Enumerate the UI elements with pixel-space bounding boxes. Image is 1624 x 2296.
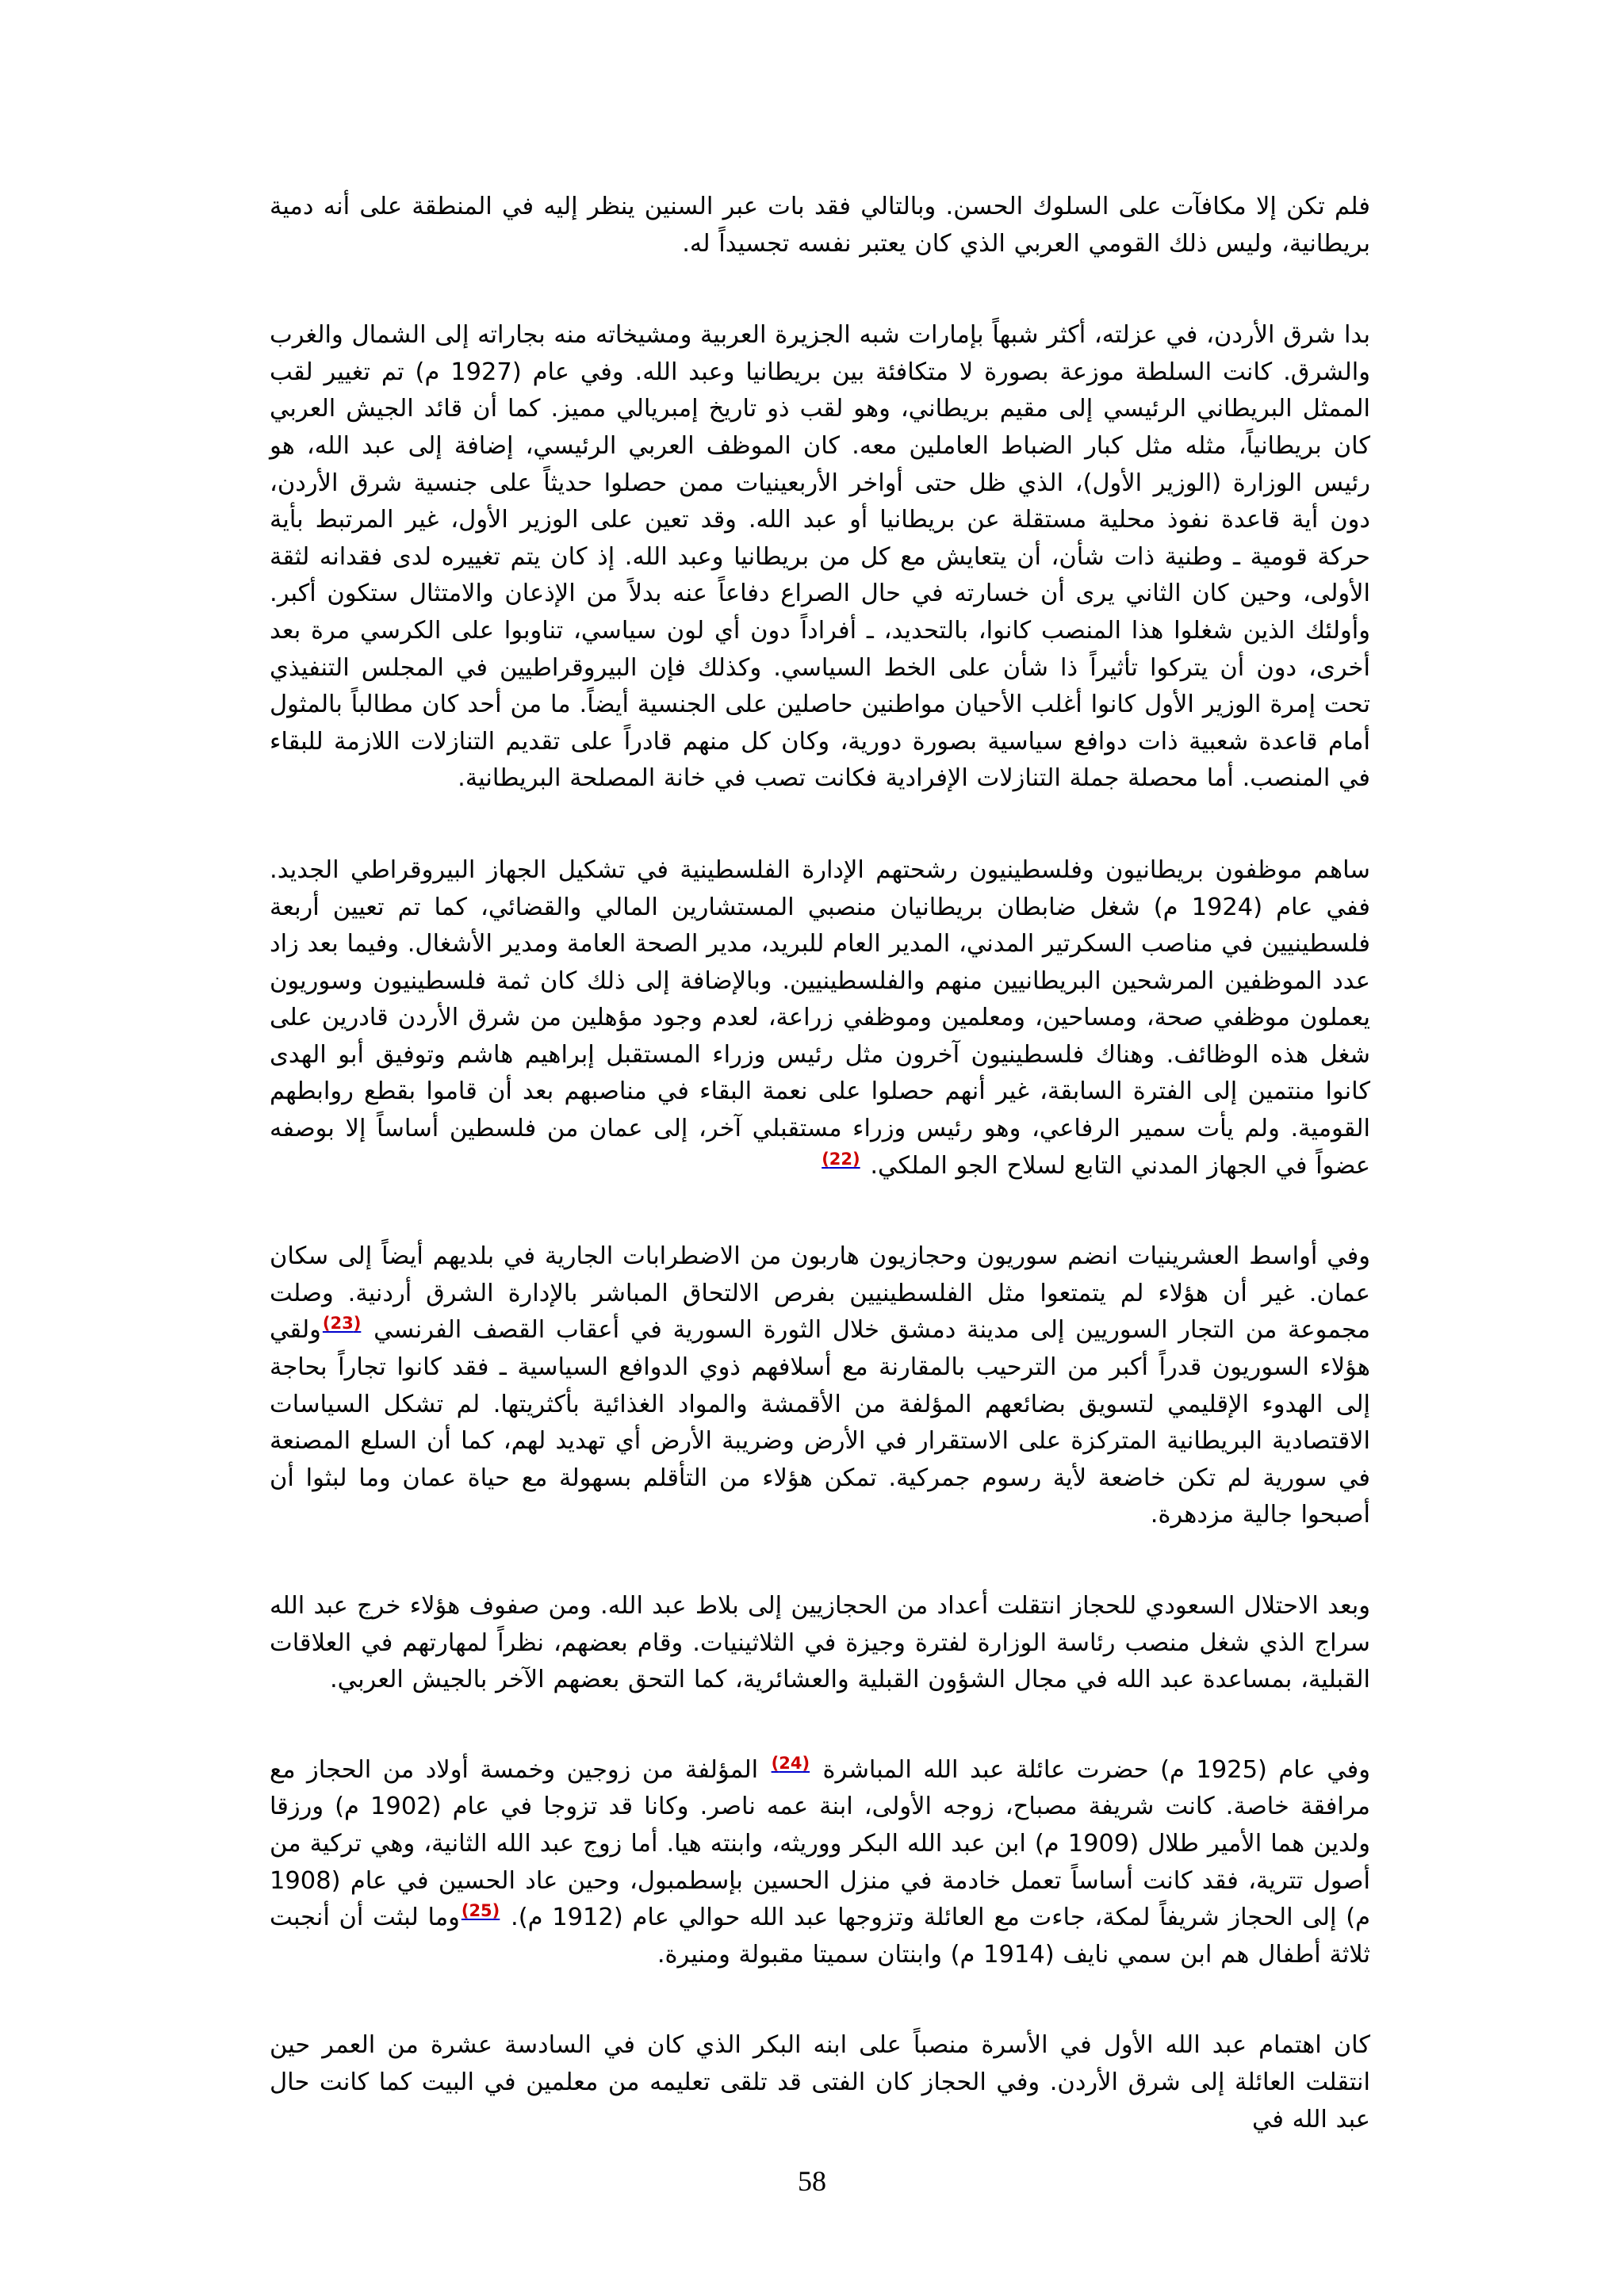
body-text xyxy=(270,189,1370,2138)
footnote-link-24[interactable]: (24) xyxy=(771,1753,810,1773)
paragraph xyxy=(270,317,1370,798)
footnote-link-23[interactable]: (23) xyxy=(322,1314,362,1334)
paragraph-text: وما لبثت أن أنجبت ثلاثة أطفال هم ابن سمي نايف (1914 م) وابنتان سميتا مقبولة ومنيرة. xyxy=(270,1904,1370,1969)
paragraph xyxy=(270,852,1370,1184)
paragraph-text: وبعد الاحتلال السعودي للحجاز انتقلت أعداد من الحجازيين إلى بلاط عبد الله. ومن صفوف هؤلاء خرج عبد الله سراج الذي شغل منصب رئاسة الوزارة لفترة وجيزة في الثلاثينيات. وقام بعضهم، نظراً لمهارتهم في العلاقات القبلية، بمساعدة عبد الله في مجال الشؤون القبلية والعشائرية، كما التحق بعضهم الآخر بالجيش العربي. xyxy=(270,1592,1370,1694)
paragraph xyxy=(270,1752,1370,1974)
footnote-link-25[interactable]: (25) xyxy=(461,1901,500,1921)
paragraph-text: وفي عام (1925 م) حضرت عائلة عبد الله المباشرة xyxy=(822,1755,1370,1784)
footnote-link-22[interactable]: (22) xyxy=(822,1149,860,1169)
paragraph-text: بدا شرق الأردن، في عزلته، أكثر شبهاً بإمارات شبه الجزيرة العربية ومشيخاته منه بجاراته إلى الشمال والغرب والشرق. كانت السلطة موزعة بصورة لا متكافئة بين بريطانيا وعبد الله. وفي عام (1927 م) تم تغيير لقب الممثل البريطاني الرئيسي إلى مقيم بريطاني، وهو لقب ذو تاريخ إمبريالي مميز. كما أن قائد الجيش العربي كان بريطانياً، مثله مثل كبار الضباط العاملين معه. كان الموظف العربي الرئيسي، إضافة إلى عبد الله، هو رئيس الوزارة (الوزير الأول)، الذي ظل حتى أواخر الأربعينيات ممن حصلوا حديثاً على جنسية شرق الأردن، دون أية قاعدة نفوذ محلية مستقلة عن بريطانيا أو عبد الله. وقد تعين على الوزير الأول، غير المرتبط بأية حركة قومية ـ وطنية ذات شأن، أن يتعايش مع كل من بريطانيا وعبد الله. إذ كان يتم تغييره لدى فقدانه لثقة الأولى، وحين كان الثاني يرى أن خسارته في حال الصراع دفاعاً عنه بدلاً من الإذعان والامتثال ستكون أكبر. وأولئك الذين شغلوا هذا المنصب كانوا، بالتحديد، ـ أفراداً دون أي لون سياسي، تناوبوا على الكرسي مرة بعد أخرى، دون أن يتركوا تأثيراً ذا شأن على الخط السياسي. وكذلك فإن البيروقراطيين في المجلس التنفيذي تحت إمرة الوزير الأول كانوا أغلب الأحيان مواطنين حاصلين على الجنسية أيضاً. ما من أحد كان مطالباً بالمثول أمام قاعدة شعبية ذات دوافع سياسية بصورة دورية، وكان كل منهم قادراً على تقديم التنازلات اللازمة للبقاء في المنصب. أما محصلة جملة التنازلات الإفرادية فكانت تصب في خانة المصلحة البريطانية. xyxy=(270,321,1370,793)
paragraph-text: ساهم موظفون بريطانيون وفلسطينيون رشحتهم الإدارة الفلسطينية في تشكيل الجهاز البيروقراطي الجديد. ففي عام (1924 م) شغل ضابطان بريطانيان منصبي المستشارين المالي والقضائي، كما تم تعيين أربعة فلسطينيين في مناصب السكرتير المدني، المدير العام للبريد، مدير الصحة العامة ومدير الأشغال. وفيما بعد زاد عدد الموظفين المرشحين البريطانيين منهم والفلسطينيين. وبالإضافة إلى ذلك كان ثمة فلسطينيون وسوريون يعملون موظفي صحة، ومساحين، ومعلمين وموظفي زراعة، لعدم وجود مؤهلين من شرق الأردن قادرين على شغل هذه الوظائف. وهناك فلسطينيون آخرون مثل رئيس وزراء المستقبل إبراهيم هاشم وتوفيق أبو الهدى كانوا منتمين إلى الفترة السابقة، غير أنهم حصلوا على نعمة البقاء في مناصبهم بعد أن قاموا بقطع روابطهم القومية. ولم يأت سمير الرفاعي، وهو رئيس وزراء مستقبلي آخر، إلى عمان من فلسطين أساساً إلا بوصفه عضواً في الجهاز المدني التابع لسلاح الجو الملكي. xyxy=(270,855,1370,1180)
page-number: 58 xyxy=(798,2165,826,2197)
paragraph xyxy=(270,189,1370,262)
paragraph-text: وفي أواسط العشرينيات انضم سوريون وحجازيون هاربون من الاضطرابات الجارية في بلديهم أيضاً إلى سكان عمان. غير أن هؤلاء لم يتمتعوا مثل الفلسطينيين بفرص الالتحاق المباشر بالإدارة الشرق أردنية. وصلت مجموعة من التجار السوريين إلى مدينة دمشق خلال الثورة السورية في أعقاب القصف الفرنسي xyxy=(270,1242,1371,1345)
paragraph-text: ولقي هؤلاء السوريون قدراً أكبر من الترحيب بالمقارنة مع أسلافهم ذوي الدوافع السياسية ـ فقد كانوا تجاراً بحاجة إلى الهدوء الإقليمي لتسويق بضائعهم المؤلفة من الأقمشة والمواد الغذائية بأكثريتها. لم تشكل السياسات الاقتصادية البريطانية المتركزة على الاستقرار في الأرض وضريبة الأرض أي تهديد لهم، كما أن السلع المصنعة في سورية لم تكن خاضعة لأية رسوم جمركية. تمكن هؤلاء من التأقلم بسهولة مع حياة عمان وما لبثوا أن أصبحوا جالية مزدهرة. xyxy=(270,1316,1370,1529)
paragraph-text: المؤلفة من زوجين وخمسة أولاد من الحجاز مع مرافقة خاصة. كانت شريفة مصباح، زوجه الأولى، ابنة عمه ناصر. وكانا قد تزوجا في عام (1902 م) ورزقا ولدين هما الأمير طلال (1909 م) ابن عبد الله البكر ووريثه، وابنته هيا. أما زوج عبد الله الثانية، وهي تركية من أصول تترية، فقد كانت أساساً تعمل خادمة في منزل الحسين بإسطمبول، وحين عاد الحسين في عام (1908 م) إلى الحجاز شريفاً لمكة، جاءت مع العائلة وتزوجها عبد الله حوالي عام (1912 م). xyxy=(270,1755,1370,1932)
paragraph xyxy=(270,1588,1370,1699)
paragraph xyxy=(270,1238,1370,1534)
paragraph-text: كان اهتمام عبد الله الأول في الأسرة منصباً على ابنه البكر الذي كان في السادسة عشرة من العمر حين انتقلت العائلة إلى شرق الأردن. وفي الحجاز كان الفتى قد تلقى تعليمه من معلمين في البيت كما كانت حال عبد الله في xyxy=(270,2031,1370,2133)
paragraph xyxy=(270,2027,1370,2138)
paragraph-text: فلم تكن إلا مكافآت على السلوك الحسن. وبالتالي فقد بات عبر السنين ينظر إليه في المنطقة على أنه دمية بريطانية، وليس ذلك القومي العربي الذي كان يعتبر نفسه تجسيداً له. xyxy=(270,193,1370,258)
